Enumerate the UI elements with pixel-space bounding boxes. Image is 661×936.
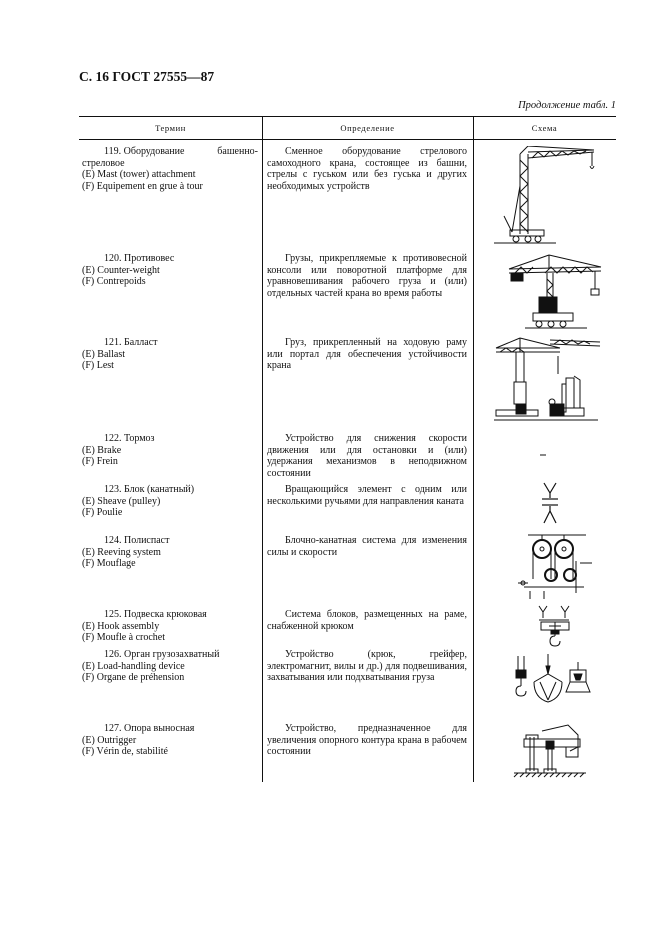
term-fr: (F) Moufle à crochet xyxy=(82,632,166,643)
table-row-123-term xyxy=(82,484,258,519)
column-header-definition: Определение xyxy=(340,123,395,133)
term-ru: 125. Подвеска крюковая xyxy=(104,609,207,620)
sheave-icon xyxy=(539,481,561,525)
term-fr: (F) Frein xyxy=(82,456,118,467)
table-row-124-term xyxy=(82,535,258,570)
term-ru: 119. Оборудование xyxy=(104,146,185,157)
table-top-rule xyxy=(79,116,616,117)
term-en: (E) Hook assembly xyxy=(82,620,160,632)
term-fr: (F) Poulie xyxy=(82,507,123,518)
counterweight-icon xyxy=(505,253,605,331)
load-handling-device-icon xyxy=(510,652,600,712)
term-en: (E) Outrigger xyxy=(82,734,137,746)
table-row-120-term xyxy=(82,253,258,288)
term-fr: (F) Lest xyxy=(82,360,114,371)
term-ru-cont: башенно- xyxy=(217,146,258,157)
term-ru: 121. Балласт xyxy=(104,337,158,348)
tower-crane-attachment-icon xyxy=(490,146,602,246)
term-en: (E) Load-handling device xyxy=(82,660,185,672)
column-header-term: Термин xyxy=(155,123,186,133)
term-ru: 120. Противовес xyxy=(104,253,175,264)
term-ru-line2: стреловое xyxy=(82,157,125,169)
ballast-icon xyxy=(490,334,605,426)
column-header-scheme: Схема xyxy=(531,123,558,133)
outrigger-icon xyxy=(510,721,590,781)
reeving-system-icon xyxy=(514,533,594,601)
term-en: (E) Reeving system xyxy=(82,546,161,558)
term-en: (E) Brake xyxy=(82,444,122,456)
column-divider xyxy=(473,116,474,782)
table-row-125-definition: Система блоков, размещенных на раме, снабженной крюком xyxy=(267,609,467,632)
table-row-126-term xyxy=(82,649,258,684)
table-header-rule xyxy=(79,139,616,140)
term-en: (E) Counter-weight xyxy=(82,264,160,276)
column-divider xyxy=(262,116,263,782)
term-ru: 127. Опора выносная xyxy=(104,723,195,734)
table-row-123-definition: Вращающийся элемент с одним или несколькими ручьями для направления каната xyxy=(267,484,467,507)
table-row-121-definition: Груз, прикрепленный на ходовую раму или портал для обеспечения устойчивости крана xyxy=(267,337,467,371)
term-ru: 122. Тормоз xyxy=(104,433,155,444)
term-fr: (F) Equipement en grue à tour xyxy=(82,180,203,192)
table-row-122-term xyxy=(82,433,258,468)
table-row-126-definition: Устройство (крюк, грейфер, электромагнит, вилы и др.) для подвешивания, захватывания или подхватывания груза xyxy=(267,649,467,683)
term-ru: 126. Орган грузозахватный xyxy=(104,649,220,660)
term-en: (E) Sheave (pulley) xyxy=(82,495,161,507)
table-row-125-term xyxy=(82,609,258,644)
term-en: (E) Mast (tower) attachment xyxy=(82,169,196,180)
table-row-122-definition: Устройство для снижения скорости движения или для остановки и (или) удержания механизмов в неподвижном состоянии xyxy=(267,433,467,479)
dash-icon xyxy=(538,453,548,457)
term-fr: (F) Vérin de, stabilité xyxy=(82,746,168,757)
term-fr: (F) Organe de préhension xyxy=(82,672,185,683)
table-continuation-label: Продолжение табл. 1 xyxy=(518,100,616,111)
hook-block-icon xyxy=(535,604,575,648)
term-ru: 124. Полиспаст xyxy=(104,535,170,546)
term-ru: 123. Блок (канатный) xyxy=(104,484,195,495)
table-row-127-definition: Устройство, предназначенное для увеличения опорного контура крана в рабочем состоянии xyxy=(267,723,467,757)
table-row-124-definition: Блочно-канатная система для изменения силы и скорости xyxy=(267,535,467,558)
term-en: (E) Ballast xyxy=(82,348,126,360)
table-row-120-definition: Грузы, прикрепляемые к противовесной консоли или поворотной платформе для уравновешивания рабочего груза и (или) отдельных частей крана во время работы xyxy=(267,253,467,299)
table-row-119-term xyxy=(82,146,258,192)
table-row-121-term xyxy=(82,337,258,372)
table-row-119-definition: Сменное оборудование стрелового самоходного крана, состоящее из башни, стрелы с гуськом или без гуська и других необходимых устройств xyxy=(267,146,467,192)
term-fr: (F) Contrepoids xyxy=(82,276,146,287)
page-header: С. 16 ГОСТ 27555—87 xyxy=(79,69,215,84)
table-row-127-term xyxy=(82,723,258,758)
term-fr: (F) Mouflage xyxy=(82,558,136,569)
